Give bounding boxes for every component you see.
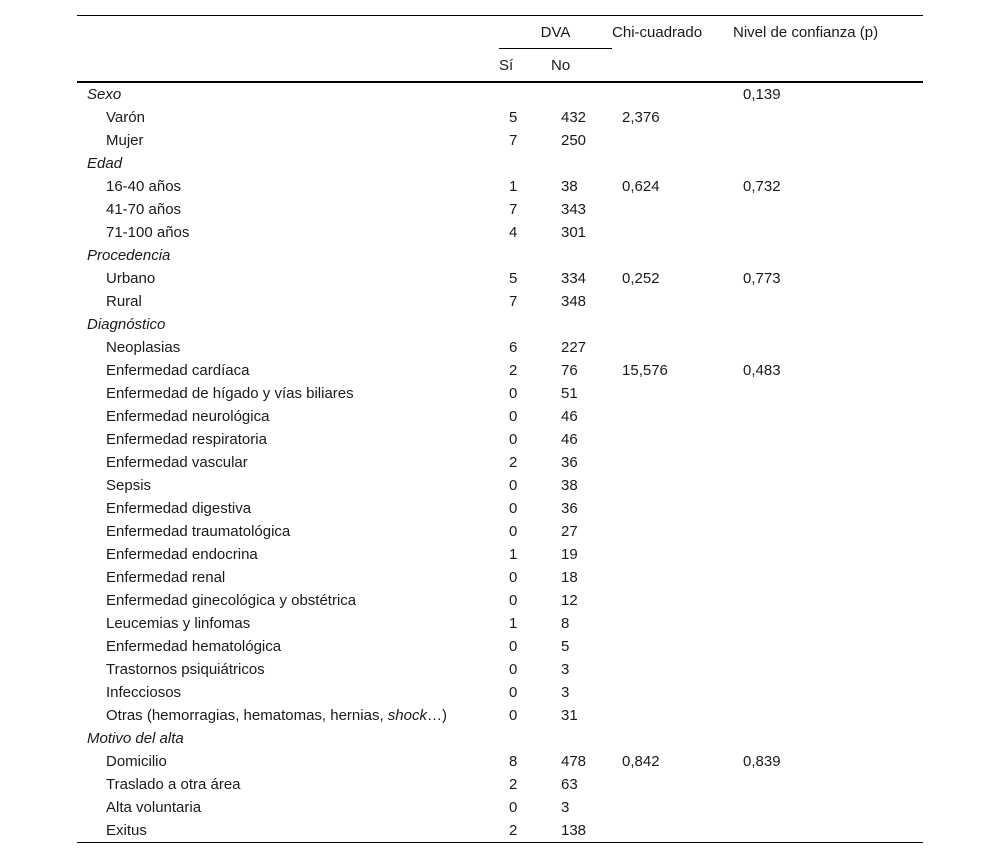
group-label: Motivo del alta	[87, 730, 184, 747]
cell-no	[551, 727, 612, 750]
table-row	[77, 750, 923, 773]
row-label: Varón	[106, 109, 145, 126]
cell-confidence	[733, 819, 923, 843]
data-table-container	[77, 15, 923, 843]
table-row	[77, 451, 923, 474]
cell-chi-square	[612, 497, 733, 520]
cell-no: 38	[561, 477, 578, 494]
table-row	[77, 566, 923, 589]
row-label: 71-100 años	[106, 224, 190, 241]
header-empty-cell-4	[733, 49, 923, 83]
cell-confidence	[733, 635, 923, 658]
cell-confidence	[733, 543, 923, 566]
row-label: Rural	[106, 293, 142, 310]
cell-no: 8	[561, 615, 570, 632]
cell-si: 2	[509, 776, 518, 793]
cell-no: 38	[561, 178, 578, 195]
cell-si	[499, 82, 551, 106]
cell-si: 0	[509, 408, 518, 425]
cell-chi-square	[612, 198, 733, 221]
cell-confidence	[733, 313, 923, 336]
cell-si	[499, 244, 551, 267]
table-row	[77, 221, 923, 244]
cell-confidence	[733, 497, 923, 520]
dva-statistics-table	[77, 15, 923, 843]
table-row	[77, 336, 923, 359]
cell-confidence: 0,483	[743, 362, 781, 379]
cell-si: 0	[509, 638, 518, 655]
table-row	[77, 106, 923, 129]
header-empty-cell-2	[77, 49, 499, 83]
cell-no: 3	[561, 799, 570, 816]
cell-confidence	[733, 589, 923, 612]
cell-confidence	[733, 244, 923, 267]
cell-chi-square	[612, 796, 733, 819]
row-label: Enfermedad endocrina	[106, 546, 258, 563]
row-label: Traslado a otra área	[106, 776, 241, 793]
cell-confidence	[733, 520, 923, 543]
cell-confidence	[733, 336, 923, 359]
cell-chi-square	[612, 520, 733, 543]
row-label: Enfermedad vascular	[106, 454, 248, 471]
cell-confidence	[733, 773, 923, 796]
cell-no: 301	[561, 224, 587, 241]
row-label: Enfermedad renal	[106, 569, 226, 586]
cell-no: 46	[561, 408, 578, 425]
table-group-row	[77, 82, 923, 106]
row-label: Urbano	[106, 270, 156, 287]
cell-confidence	[733, 152, 923, 175]
cell-confidence: 0,773	[743, 270, 781, 287]
table-group-row	[77, 313, 923, 336]
cell-confidence	[733, 566, 923, 589]
row-label: Exitus	[77, 819, 499, 843]
cell-chi-square	[612, 152, 733, 175]
table-row	[77, 681, 923, 704]
cell-no	[551, 152, 612, 175]
row-label: Enfermedad de hígado y vías biliares	[106, 385, 354, 402]
table-group-row	[77, 244, 923, 267]
cell-chi-square	[612, 681, 733, 704]
cell-chi-square	[612, 428, 733, 451]
row-label: Enfermedad hematológica	[106, 638, 282, 655]
cell-chi-square	[612, 405, 733, 428]
cell-si: 0	[509, 592, 518, 609]
cell-si: 2	[509, 454, 518, 471]
cell-chi-square	[612, 290, 733, 313]
header-empty-cell-3	[612, 49, 733, 83]
row-label: Enfermedad respiratoria	[106, 431, 267, 448]
row-label: Enfermedad neurológica	[106, 408, 270, 425]
table-row	[77, 612, 923, 635]
row-label: Enfermedad cardíaca	[106, 362, 250, 379]
cell-chi-square	[612, 382, 733, 405]
cell-si: 2	[499, 819, 551, 843]
cell-no: 334	[561, 270, 587, 287]
cell-si: 7	[509, 201, 518, 218]
group-label: Procedencia	[87, 247, 171, 264]
cell-no: 36	[561, 454, 578, 471]
cell-chi-square	[612, 82, 733, 106]
row-label: 41-70 años	[106, 201, 182, 218]
cell-si: 5	[509, 109, 518, 126]
header-dva: DVA	[499, 16, 612, 49]
cell-si: 4	[509, 224, 518, 241]
cell-si: 0	[509, 799, 518, 816]
cell-si: 0	[509, 661, 518, 678]
table-group-row	[77, 152, 923, 175]
cell-no	[551, 244, 612, 267]
cell-no: 432	[561, 109, 587, 126]
cell-chi-square: 0,624	[622, 178, 660, 195]
cell-confidence	[733, 382, 923, 405]
cell-no: 478	[561, 753, 587, 770]
cell-si: 6	[509, 339, 518, 356]
cell-si: 0	[509, 707, 518, 724]
cell-confidence	[733, 405, 923, 428]
cell-no: 36	[561, 500, 578, 517]
cell-confidence	[733, 796, 923, 819]
cell-si: 2	[509, 362, 518, 379]
table-body	[77, 82, 923, 843]
row-label	[77, 704, 499, 727]
cell-chi-square	[612, 474, 733, 497]
table-group-row	[77, 727, 923, 750]
cell-chi-square	[612, 773, 733, 796]
cell-chi-square	[612, 451, 733, 474]
cell-si: 7	[509, 293, 518, 310]
cell-chi-square: 0,842	[622, 753, 660, 770]
cell-chi-square	[612, 819, 733, 843]
cell-no: 46	[561, 431, 578, 448]
cell-confidence	[733, 451, 923, 474]
cell-no: 138	[551, 819, 612, 843]
table-row	[77, 796, 923, 819]
cell-chi-square	[612, 704, 733, 727]
group-label: Diagnóstico	[87, 316, 166, 333]
row-label: Enfermedad digestiva	[106, 500, 252, 517]
cell-confidence	[733, 658, 923, 681]
table-row	[77, 819, 923, 843]
cell-si: 1	[509, 615, 518, 632]
header-chi-square: Chi-cuadrado	[612, 16, 733, 49]
cell-confidence	[733, 106, 923, 129]
cell-no: 76	[561, 362, 578, 379]
row-label: 16-40 años	[106, 178, 182, 195]
cell-chi-square	[612, 635, 733, 658]
cell-chi-square: 0,252	[622, 270, 660, 287]
header-empty-cell	[77, 16, 499, 49]
row-label: Sepsis	[106, 477, 152, 494]
row-label-tail: …)	[426, 707, 447, 724]
header-si: Sí	[499, 49, 551, 83]
cell-no: 31	[561, 707, 578, 724]
table-row	[77, 198, 923, 221]
row-label-italic: shock	[387, 707, 427, 724]
cell-si: 0	[509, 431, 518, 448]
cell-chi-square: 15,576	[622, 362, 668, 379]
cell-si: 0	[509, 684, 518, 701]
cell-si: 0	[509, 500, 518, 517]
cell-si: 7	[509, 132, 518, 149]
cell-si	[499, 727, 551, 750]
cell-no: 348	[561, 293, 587, 310]
cell-no: 250	[561, 132, 587, 149]
table-row	[77, 520, 923, 543]
cell-confidence	[733, 727, 923, 750]
cell-no	[551, 313, 612, 336]
cell-no: 3	[561, 661, 570, 678]
cell-no: 5	[561, 638, 570, 655]
table-row	[77, 267, 923, 290]
table-row	[77, 704, 923, 727]
table-row	[77, 428, 923, 451]
row-label: Neoplasias	[106, 339, 181, 356]
row-label: Alta voluntaria	[106, 799, 202, 816]
cell-chi-square	[612, 336, 733, 359]
cell-no: 19	[561, 546, 578, 563]
table-row	[77, 497, 923, 520]
cell-si: 0	[509, 569, 518, 586]
cell-chi-square: 2,376	[622, 109, 660, 126]
cell-chi-square	[612, 727, 733, 750]
cell-no: 18	[561, 569, 578, 586]
cell-confidence: 0,139	[743, 86, 781, 103]
cell-chi-square	[612, 244, 733, 267]
cell-no	[551, 82, 612, 106]
cell-chi-square	[612, 566, 733, 589]
table-header	[77, 16, 923, 83]
cell-si: 1	[509, 546, 518, 563]
cell-no: 343	[561, 201, 587, 218]
table-row	[77, 589, 923, 612]
table-row	[77, 405, 923, 428]
cell-si: 0	[509, 523, 518, 540]
cell-no: 12	[561, 592, 578, 609]
cell-confidence	[733, 612, 923, 635]
cell-si: 5	[509, 270, 518, 287]
cell-confidence	[733, 198, 923, 221]
cell-chi-square	[612, 313, 733, 336]
row-label: Enfermedad traumatológica	[106, 523, 291, 540]
cell-si	[499, 152, 551, 175]
table-row	[77, 359, 923, 382]
table-row	[77, 635, 923, 658]
row-label: Domicilio	[106, 753, 167, 770]
cell-confidence	[733, 221, 923, 244]
table-row	[77, 658, 923, 681]
cell-confidence	[733, 704, 923, 727]
cell-confidence: 0,732	[743, 178, 781, 195]
cell-no: 227	[561, 339, 587, 356]
cell-confidence	[733, 290, 923, 313]
cell-no: 3	[561, 684, 570, 701]
cell-chi-square	[612, 221, 733, 244]
row-label: Trastornos psiquiátricos	[106, 661, 265, 678]
row-label: Leucemias y linfomas	[106, 615, 251, 632]
table-row	[77, 543, 923, 566]
cell-no: 51	[561, 385, 578, 402]
table-row	[77, 773, 923, 796]
table-row	[77, 382, 923, 405]
header-confidence-level: Nivel de confianza (p)	[733, 16, 923, 49]
cell-no: 27	[561, 523, 578, 540]
row-label: Enfermedad ginecológica y obstétrica	[106, 592, 357, 609]
group-label: Sexo	[87, 86, 122, 103]
row-label: Mujer	[106, 132, 144, 149]
cell-chi-square	[612, 543, 733, 566]
header-no: No	[551, 49, 612, 83]
group-label: Edad	[87, 155, 123, 172]
cell-si: 1	[509, 178, 518, 195]
cell-confidence	[733, 474, 923, 497]
table-row	[77, 290, 923, 313]
cell-si: 0	[509, 385, 518, 402]
row-label: Infecciosos	[106, 684, 182, 701]
cell-confidence	[733, 681, 923, 704]
cell-si: 8	[509, 753, 518, 770]
table-row	[77, 474, 923, 497]
cell-confidence: 0,839	[743, 753, 781, 770]
cell-chi-square	[612, 612, 733, 635]
cell-chi-square	[612, 129, 733, 152]
cell-confidence	[733, 428, 923, 451]
cell-no: 63	[561, 776, 578, 793]
table-row	[77, 175, 923, 198]
cell-chi-square	[612, 658, 733, 681]
cell-confidence	[733, 129, 923, 152]
cell-chi-square	[612, 589, 733, 612]
table-row	[77, 129, 923, 152]
cell-si	[499, 313, 551, 336]
cell-si: 0	[509, 477, 518, 494]
row-label-text: Otras (hemorragias, hematomas, hernias,	[106, 707, 388, 724]
